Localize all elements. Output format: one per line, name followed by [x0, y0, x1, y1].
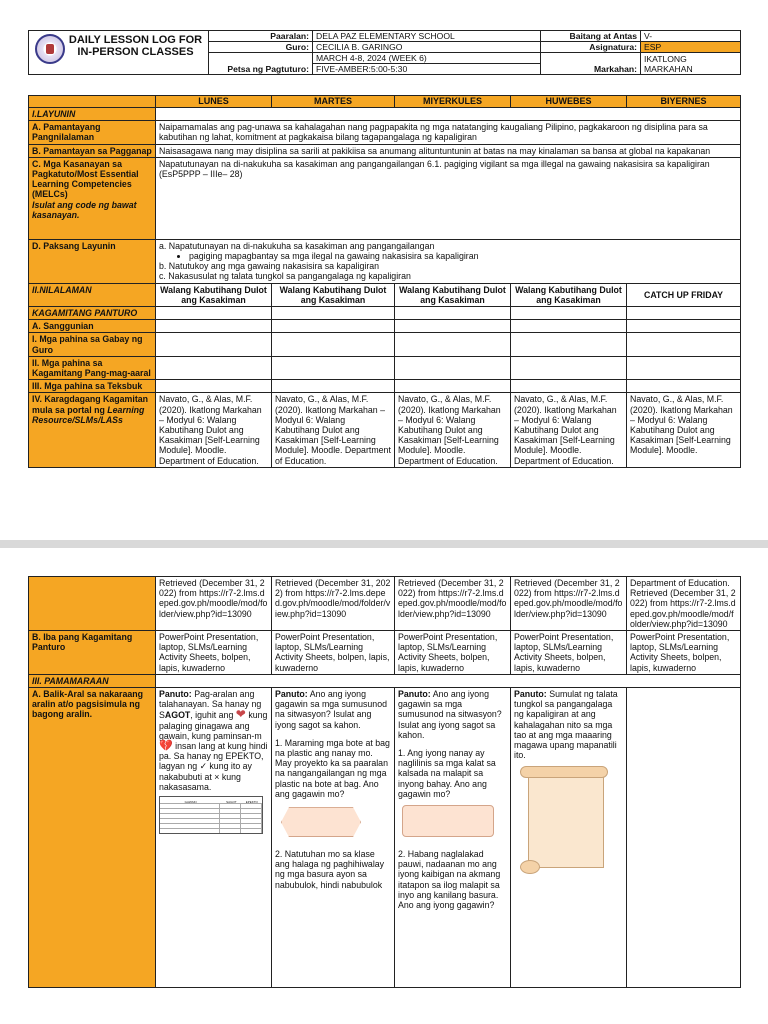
balik-aral-monday: Panuto: Pag-aralan ang talahanayan. Sa hanay ng SAGOT, iguhit ang ❤ kung palaging ginagawa ang gawain, kung paminsan-m 💔 insan lang at kung hindi pa. Sa hanay ng EPEKTO, lagyan ng ✓ kung ito ay nakabubuti at × kung nakasasama. GAWAIN SAGOT EPEKTO	[156, 688, 272, 988]
objective-b: b. Natutukoy ang mga gawaing nakasisira sa kapaligiran	[159, 261, 380, 272]
layunin-section: I.LAYUNIN	[29, 108, 156, 121]
kagamitang-mag-aaral-label: II. Mga pahina sa Kagamitang Pang-mag-aaral	[29, 356, 156, 379]
answer-box-1[interactable]	[281, 807, 361, 837]
asignatura-label: Asignatura:	[541, 42, 641, 53]
guro-value: CECILIA B. GARINGO	[313, 42, 541, 53]
markahan-value: IKATLONG MARKAHAN	[641, 53, 741, 75]
petsa-value-2: FIVE-AMBER:5:00-5:30	[313, 64, 541, 75]
nilalaman-section: II.NILALAMAN	[29, 283, 156, 306]
topic-wednesday: Walang Kabutihang Dulot ang Kasakiman	[395, 283, 511, 306]
petsa-value-1: MARCH 4-8, 2024 (WEEK 6)	[313, 53, 541, 64]
iba-wednesday: PowerPoint Presentation, laptop, SLMs/Learning Activity Sheets, bolpen, lapis, kuwaderno	[395, 631, 511, 675]
sanggunian-label: A. Sanggunian	[29, 320, 156, 333]
objective-bullet: • pagiging mapagbantay sa mga ilegal na gawaing nakasisira sa kapaligiran	[189, 251, 737, 261]
balik-aral-friday	[627, 688, 741, 988]
topic-thursday: Walang Kabutihang Dulot ang Kasakiman	[511, 283, 627, 306]
balik-aral-tuesday: Panuto: Ano ang iyong gagawin sa mga sumusunod na sitwasyon? Isulat ang iyong sagot sa kahon. 1. Maraming mga bote at bag na plastic ang nanay mo. May proyekto ka sa paaralan na nangangailangan ng mga plastic na bote at bag. Ano ang gagawin mo? 2. Natutuhan mo sa klase ang halaga ng paghihiwalay ng mga basura ayon sa nabubulok, hindi nabubulok	[272, 688, 395, 988]
ref-friday: Navato, G., & Alas, M.F. (2020). Ikatlong Markahan – Modyul 6: Walang Kabutihang Dulot ang Kasakiman [Self-Learning Module]. Moodle.	[627, 393, 741, 467]
pamantayang-text: Naipamamalas ang pag-unawa sa kahalagahan nang pagpapakita ng mga natatanging kaugaliang Pilipino, pagkakaroon ng disiplina para sa kabutihan ng lahat, komitment at pagkakaisa bilang tagapangalaga ng kapaligiran	[156, 121, 741, 144]
baitang-value: V-	[641, 31, 741, 42]
lesson-log-page-2	[0, 548, 768, 1024]
day-tuesday: MARTES	[272, 96, 395, 108]
title-line-2: IN-PERSON CLASSES	[77, 46, 194, 58]
ref-wednesday: Navato, G., & Alas, M.F. (2020). Ikatlong Markahan – Modyul 6: Walang Kabutihang Dulot ang Kasakiman [Self-Learning Module]. Moodle. Department of Education.	[395, 393, 511, 467]
retrieved-thursday: Retrieved (December 31, 2022) from https://r7-2.lms.deped.gov.ph/moodle/mod/folder/view.php?id=13090	[511, 577, 627, 631]
paksang-layunin-label: D. Paksang Layunin	[29, 239, 156, 283]
day-monday: LUNES	[156, 96, 272, 108]
ref-thursday: Navato, G., & Alas, M.F. (2020). Ikatlong Markahan – Modyul 6: Walang Kabutihang Dulot ang Kasakiman [Self-Learning Module]. Moodle. Department of Education.	[511, 393, 627, 467]
baitang-label: Baitang at Antas	[541, 31, 641, 42]
objective-c: c. Nakasusulat ng talata tungkol sa pangangalaga ng kapaligiran	[159, 271, 411, 282]
objective-a: a. Napatutunayan na di-nakukuha sa kasakiman ang pangangailangan	[159, 240, 435, 251]
pagganap-label: B. Pamantayan sa Pagganap	[29, 144, 156, 157]
iba-monday: PowerPoint Presentation, laptop, SLMs/Learning Activity Sheets, bolpen, lapis, kuwaderno	[156, 631, 272, 675]
balik-aral-wednesday: Panuto: Ano ang iyong gagawin sa mga sumusunod na sitwasyon? Isulat ang iyong sagot sa kahon. 1. Ang iyong nanay ay naglilinis sa mga kalat sa kalsada na malapit sa inyong bahay. Ano ang gagawin mo? 2. Habang naglalakad pauwi, nadaanan mo ang iyong kaibigan na akmang itatapon sa ilog malapit sa inyo ang kanilang basura. Ano ang iyong gagawin?	[395, 688, 511, 988]
pamantayang-label: A. Pamantayang Pangnilalaman	[29, 121, 156, 144]
guro-label: Guro:	[209, 42, 313, 53]
petsa-label: Petsa ng Pagtuturo:	[209, 53, 313, 75]
broken-heart-icon: 💔	[159, 740, 173, 753]
balik-aral-label: A. Balik-Aral sa nakaraang aralin at/o pagsisimula ng bagong aralin.	[29, 688, 156, 988]
retrieved-monday: Retrieved (December 31, 2022) from https://r7-2.lms.deped.gov.ph/moodle/mod/folder/view.php?id=13090	[156, 577, 272, 631]
pagganap-text: Naisasagawa nang may disiplina sa sarili at pakikiisa sa anumang alituntuntunin at batas na may kinalaman sa bansa at global na kapakanan	[156, 144, 741, 157]
asignatura-value: ESP	[641, 42, 741, 53]
heart-icon: ❤	[235, 707, 246, 722]
balik-aral-thursday: Panuto: Sumulat ng talata tungkol sa pangangalaga ng kapaligiran at ang kahalagahan nito sa mga tao at ang mga maaaring magawa upang mapanatili ito.	[511, 688, 627, 988]
paaralan-label: Paaralan:	[209, 31, 313, 42]
paragraph-scroll-icon	[520, 766, 608, 874]
teksbuk-label: III. Mga pahina sa Teksbuk	[29, 380, 156, 393]
iba-kagamitan-label: B. Iba pang Kagamitang Panturo	[29, 631, 156, 675]
day-friday: BIYERNES	[627, 96, 741, 108]
melc-text: Napatutunayan na di-nakukuha sa kasakiman ang pangangailangan 6.1. pagiging vigilant sa mga illegal na gawaing nakasisira sa kapaligiran (EsP5PPP – IIIe– 28)	[156, 157, 741, 239]
day-thursday: HUWEBES	[511, 96, 627, 108]
kagamitan-section: KAGAMITANG PANTURO	[29, 307, 156, 320]
activity-mini-table: GAWAIN SAGOT EPEKTO	[159, 796, 263, 834]
lesson-table-continued	[28, 576, 741, 988]
paksang-layunin-text	[156, 239, 741, 283]
iba-friday: PowerPoint Presentation, laptop, SLMs/Learning Activity Sheets, bolpen, lapis, kuwaderno	[627, 631, 741, 675]
title-line-1: DAILY LESSON LOG FOR	[68, 34, 203, 46]
iba-tuesday: PowerPoint Presentation, laptop, SLMs/Learning Activity Sheets, bolpen, lapis, kuwaderno	[272, 631, 395, 675]
pamamaraan-section: III. PAMAMARAAN	[29, 674, 156, 687]
day-wednesday: MIYERKULES	[395, 96, 511, 108]
melc-label-text: C. Mga Kasanayan sa Pagkatuto/Most Essential Learning Competencies (MELCs)	[32, 158, 139, 200]
melc-label	[29, 157, 156, 239]
deped-seal-icon	[35, 34, 65, 64]
retrieved-friday: Department of Education. Retrieved (December 31, 2022) from https://r7-2.lms.deped.gov.ph/moodle/mod/folder/view.php?id=13090	[627, 577, 741, 631]
retrieved-wednesday: Retrieved (December 31, 2022) from https://r7-2.lms.deped.gov.ph/moodle/mod/folder/view.php?id=13090	[395, 577, 511, 631]
melc-note: Isulat ang code ng bawat kasanayan.	[32, 199, 137, 220]
paaralan-value: DELA PAZ ELEMENTARY SCHOOL	[313, 31, 541, 42]
retrieved-tuesday: Retrieved (December 31, 2022) from https://r7-2.lms.deped.gov.ph/moodle/mod/folder/view.php?id=13090	[272, 577, 395, 631]
markahan-label: Markahan:	[541, 53, 641, 75]
ref-tuesday: Navato, G., & Alas, M.F. (2020). Ikatlong Markahan – Modyul 6: Walang Kabutihang Dulot ang Kasakiman [Self-Learning Module]. Moodle. Department of Education.	[272, 393, 395, 467]
portal-label: IV. Karagdagang Kagamitan mula sa portal ng Learning Resource/SLMs/LASs	[29, 393, 156, 467]
answer-box-2[interactable]	[402, 805, 494, 837]
topic-friday: CATCH UP FRIDAY	[627, 283, 741, 306]
topic-monday: Walang Kabutihang Dulot ang Kasakiman	[156, 283, 272, 306]
header-table	[28, 30, 741, 75]
ref-monday: Navato, G., & Alas, M.F. (2020). Ikatlong Markahan – Modyul 6: Walang Kabutihang Dulot ang Kasakiman [Self-Learning Module]. Moodle. Department of Education.	[156, 393, 272, 467]
logo-title-cell	[29, 31, 209, 75]
gabay-guro-label: I. Mga pahina sa Gabay ng Guro	[29, 333, 156, 356]
lesson-table	[28, 95, 741, 468]
day-header-row	[29, 96, 741, 108]
topic-tuesday: Walang Kabutihang Dulot ang Kasakiman	[272, 283, 395, 306]
iba-thursday: PowerPoint Presentation, laptop, SLMs/Learning Activity Sheets, bolpen, lapis, kuwaderno	[511, 631, 627, 675]
